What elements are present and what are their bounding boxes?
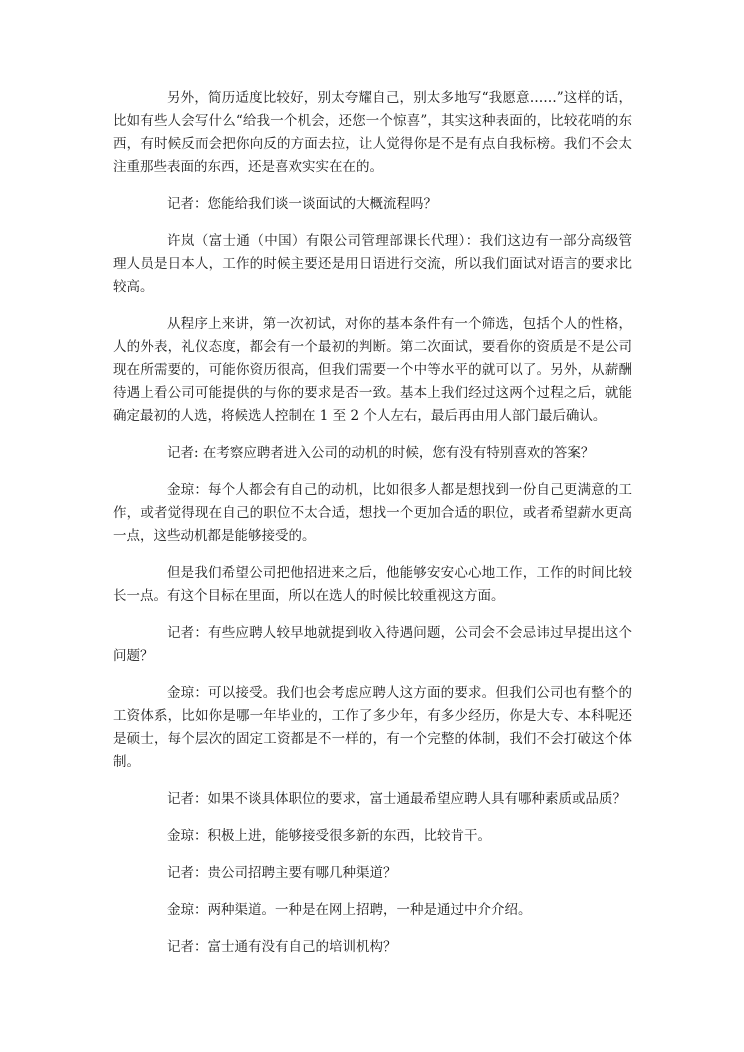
paragraph-answer-motivation-cont: 但是我们希望公司把他招进来之后，他能够安安心心地工作，工作的时间比较长一点。有这个目标在里面，所以在选人的时候比较重视这方面。: [113, 565, 632, 604]
paragraph-question-interview-process: 记者：您能给我们谈一谈面试的大概流程吗？: [167, 196, 437, 212]
paragraph-interview-procedure: 从程序上来讲，第一次初试，对你的基本条件有一个筛选，包括个人的性格，人的外表，礼仪态度，都会有一个最初的判断。第二次面试，要看你的资质是不是公司现在所需要的，可能你资历很高，但我们需要一个中等水平的就可以了。另外，从薪酬待遇上看公司可能提供的与你的要求是否一致。基本上我们经过这两个过程之后，就能确定最初的人选，将候选人控制在 1 至 2 个人左右，最后再由用人部门最后确认。: [113, 316, 632, 424]
paragraph-answer-qualities: 金琼：积极上进，能够接受很多新的东西，比较肯干。: [167, 828, 491, 844]
paragraph-answer-xu-lan: 许岚（富士通（中国）有限公司管理部课长代理）：我们这边有一部分高级管理人员是日本人，工作的时候主要还是用日语进行交流，所以我们面试对语言的要求比较高。: [113, 233, 632, 295]
paragraph-resume-advice: 另外，简历适度比较好，别太夸耀自己，别太多地写“我愿意……”这样的话，比如有些人会写什么“给我一个机会，还您一个惊喜”，其实这种表面的，比较花哨的东西，有时候反而会把你向反的方面去拉，让人觉得你是不是有点自我标榜。我们不会太注重那些表面的东西，还是喜欢实实在在的。: [113, 90, 632, 175]
paragraph-question-motivation: 记者: 在考察应聘者进入公司的动机的时候，您有没有特别喜欢的答案？: [167, 445, 595, 461]
paragraph-question-qualities: 记者：如果不谈具体职位的要求，富士通最希望应聘人具有哪种素质或品质？: [167, 791, 626, 807]
paragraph-question-salary: 记者：有些应聘人较早地就提到收入待遇问题，公司会不会忌讳过早提出这个问题？: [113, 625, 632, 664]
paragraph-answer-channels: 金琼：两种渠道。一种是在网上招聘，一种是通过中介介绍。: [167, 902, 532, 918]
document-body: [113, 87, 632, 973]
paragraph-question-training: 记者：富士通有没有自己的培训机构？: [167, 939, 397, 955]
paragraph-answer-salary: 金琼：可以接受。我们也会考虑应聘人这方面的要求。但我们公司也有整个的工资体系，比如你是哪一年毕业的，工作了多少年，有多少经历，你是大专、本科呢还是硕士，每个层次的固定工资都是不一样的，有一个完整的体制，我们不会打破这个体制。: [113, 685, 632, 770]
paragraph-question-channels: 记者：贵公司招聘主要有哪几种渠道？: [167, 865, 397, 881]
paragraph-answer-motivation: 金琼：每个人都会有自己的动机，比如很多人都是想找到一份自己更满意的工作，或者觉得现在自己的职位不太合适，想找一个更加合适的职位，或者希望薪水更高一点，这些动机都是能够接受的。: [113, 482, 632, 544]
